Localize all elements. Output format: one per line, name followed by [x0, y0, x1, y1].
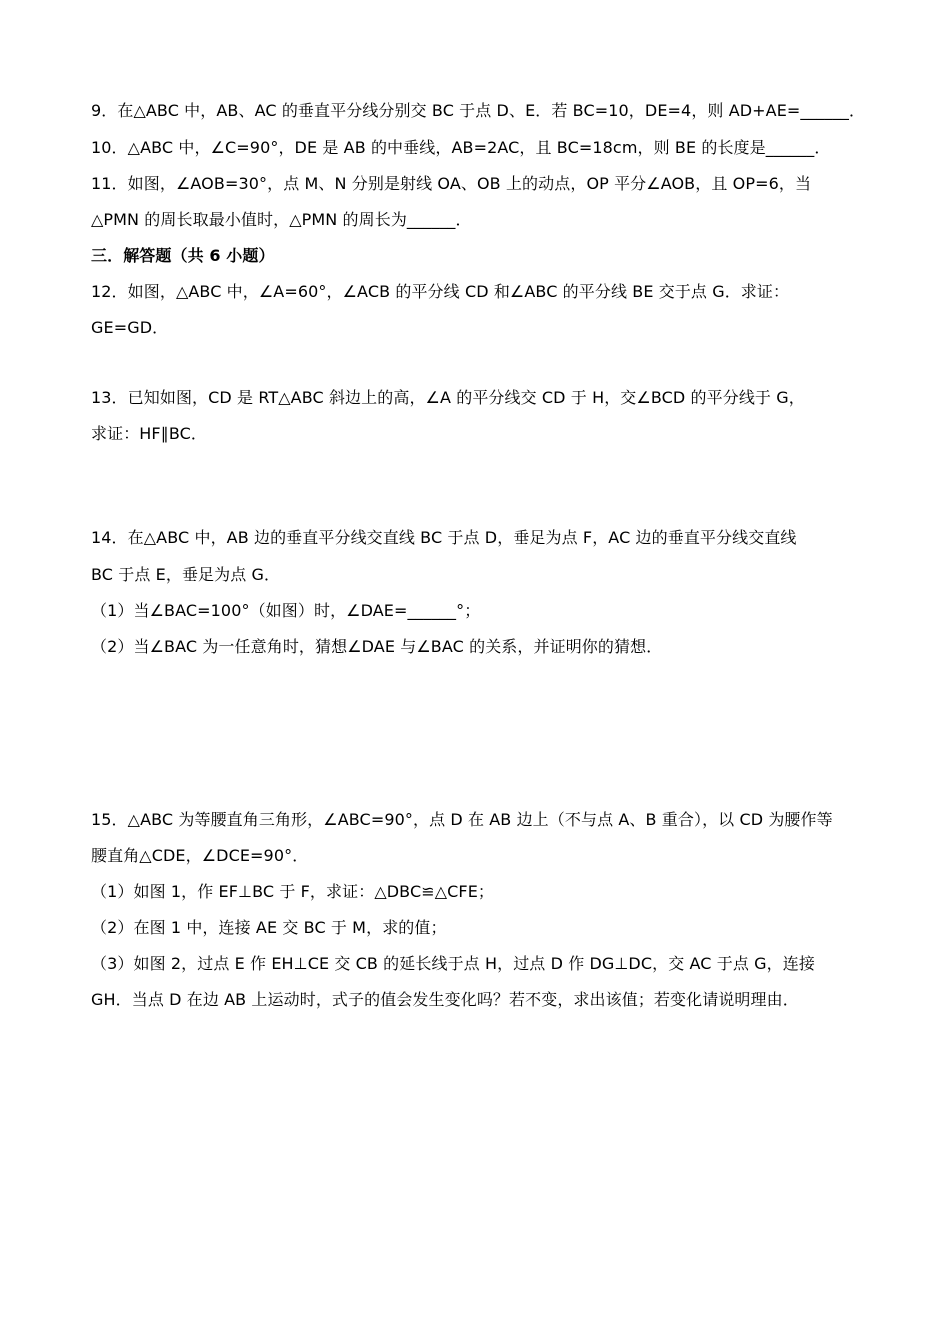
- question-12-line-2: GE=GD．: [91, 318, 169, 337]
- question-14-line-2: BC 于点 E，垂足为点 G．: [91, 565, 281, 584]
- question-14-line-1: 14．在△ABC 中，AB 边的垂直平分线交直线 BC 于点 D，垂足为点 F，AC 边的垂直平分线交直线: [91, 528, 797, 547]
- question-15-line-2: 腰直角△CDE，∠DCE=90°．: [91, 846, 309, 865]
- question-15-part-2: （2）在图 1 中，连接 AE 交 BC 于 M，求的值；: [91, 918, 447, 937]
- question-13-line-1: 13．已知如图，CD 是 RT△ABC 斜边上的高，∠A 的平分线交 CD 于 H，交∠BCD 的平分线于 G，: [91, 388, 805, 407]
- question-11-line-2: △PMN 的周长取最小值时，△PMN 的周长为______．: [91, 210, 472, 229]
- question-13-line-2: 求证：HF∥BC．: [91, 424, 208, 443]
- question-15-part-3: （3）如图 2，过点 E 作 EH⊥CE 交 CB 的延长线于点 H，过点 D 作 DG⊥DC，交 AC 于点 G，连接: [91, 954, 815, 973]
- question-14-part-1: （1）当∠BAC=100°（如图）时，∠DAE=______°；: [91, 601, 481, 620]
- question-15-part-4: GH．当点 D 在边 AB 上运动时，式子的值会发生变化吗？若不变，求出该值；若变化请说明理由．: [91, 990, 799, 1009]
- question-15-part-1: （1）如图 1，作 EF⊥BC 于 F，求证：△DBC≌△CFE；: [91, 882, 495, 901]
- question-15-line-1: 15．△ABC 为等腰直角三角形，∠ABC=90°，点 D 在 AB 边上（不与点 A、B 重合），以 CD 为腰作等: [91, 810, 833, 829]
- question-14-part-2: （2）当∠BAC 为一任意角时，猜想∠DAE 与∠BAC 的关系，并证明你的猜想．: [91, 637, 663, 656]
- question-11-line-1: 11．如图，∠AOB=30°，点 M、N 分别是射线 OA、OB 上的动点，OP 平分∠AOB，且 OP=6，当: [91, 174, 812, 193]
- question-9-line-1: 9．在△ABC 中，AB、AC 的垂直平分线分别交 BC 于点 D、E．若 BC=10，DE=4，则 AD+AE=______．: [91, 101, 866, 120]
- section-3-heading: 三．解答题（共 6 小题）: [91, 246, 275, 265]
- question-10-line-1: 10．△ABC 中，∠C=90°，DE 是 AB 的中垂线，AB=2AC，且 BC=18cm，则 BE 的长度是______．: [91, 138, 831, 157]
- question-12-line-1: 12．如图，△ABC 中，∠A=60°，∠ACB 的平分线 CD 和∠ABC 的平分线 BE 交于点 G．求证：: [91, 282, 790, 301]
